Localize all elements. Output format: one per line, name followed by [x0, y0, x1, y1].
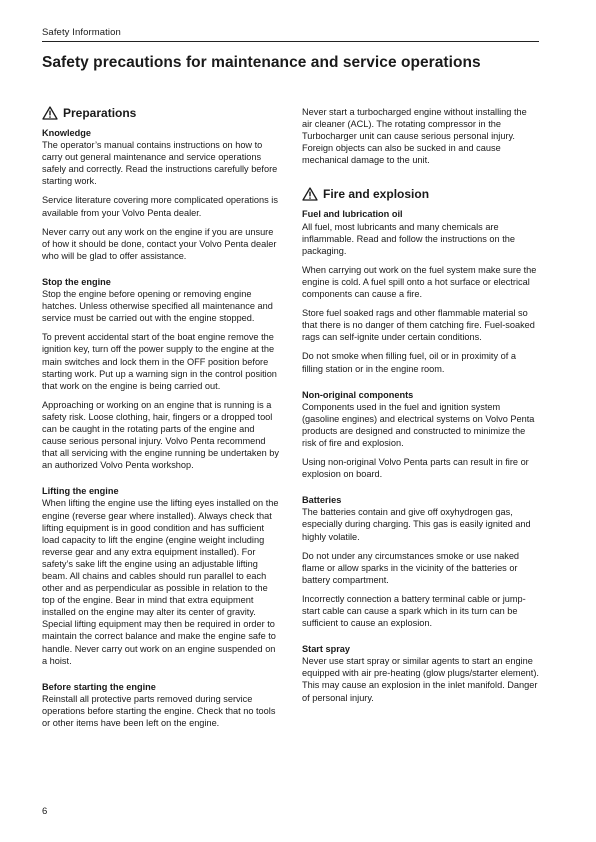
section-name: Safety Information	[42, 27, 121, 38]
page-header	[42, 27, 539, 38]
stop-engine-paragraph-1: Stop the engine before opening or removing engine hatches. Unless otherwise specified all maintenance and service must be carried out with the engine stopped.	[42, 289, 273, 324]
start-spray-paragraph: Never use start spray or similar agents to start an engine equipped with air pre-heating (glow plugs/starter element). This may cause an explosion in the inlet manifold. Danger of personal injury.	[302, 656, 539, 703]
non-original-subheading: Non-original components	[302, 389, 414, 400]
non-original-paragraph-2: Using non-original Volvo Penta parts can result in fire or explosion on board.	[302, 457, 529, 480]
knowledge-subheading: Knowledge	[42, 128, 92, 138]
batteries-paragraph-1: The batteries contain and give off oxyhydrogen gas, especially during charging. This gas is easily ignited and highly volatile.	[302, 507, 531, 542]
lifting-engine-subheading: Lifting the engine	[42, 486, 119, 497]
knowledge-paragraph-3: Never carry out any work on the engine if you are unsure of how it should be done, contact your Volvo Penta dealer who will be glad to offer assistance.	[42, 226, 277, 261]
batteries-paragraph-3: Incorrectly connection a battery terminal cable or jump-start cable can cause a spark which in its turn can be sufficient to cause an explosion.	[302, 593, 526, 629]
fire-explosion-heading	[302, 187, 539, 201]
fuel-oil-paragraph-3: Store fuel soaked rags and other flammable material so that there is no danger of them catching fire. Fuel-soaked rags can self-ignite under certain conditions.	[302, 308, 535, 343]
preparations-heading	[42, 106, 279, 120]
page-title: Safety precautions for maintenance and service operations	[42, 54, 481, 71]
fuel-oil-paragraph-4: Do not smoke when filling fuel, oil or in proximity of a filling station or in the engine room.	[302, 351, 516, 374]
lifting-engine-paragraph: When lifting the engine use the lifting eyes installed on the engine (reverse gear where installed). Always check that lifting equipment is in good condition and has sufficient load capacity to lift the engine (engine weight including reverse gear and any extra equipment installed). For safety’s sake lift the engine using an adjustable lifting beam. All chains and cables should run parallel to each other and as perpendicular as possible in relation to the top of the engine. Bear in mind that extra equipment installed on the engine may alter its center of gravity. Special lifting equipment may then be required in order to maintain the correct balance and make the engine safe to handle. Never carry out work on an engine suspended on a hoist.	[42, 498, 279, 666]
stop-engine-subheading: Stop the engine	[42, 276, 111, 287]
batteries-subheading: Batteries	[302, 495, 342, 506]
turbo-paragraph: Never start a turbocharged engine without installing the air cleaner (ACL). The rotating compressor in the Turbocharger unit can cause serious personal injury. Foreign objects can also be sucked in and cause mechanical damage to the unit.	[302, 107, 527, 166]
header-rule	[42, 41, 539, 42]
knowledge-paragraph-2: Service literature covering more complicated operations is available from your Volvo Penta dealer.	[42, 195, 278, 218]
non-original-paragraph-1: Components used in the fuel and ignition system (gasoline engines) and electrical systems on Volvo Penta products are designed and constructed to minimize the risk of fire and explosion.	[302, 401, 535, 448]
stop-engine-paragraph-3: Approaching or working on an engine that is running is a safety risk. Loose clothing, hair, fingers or a dropped tool can be caught in the rotating parts of the engine and cause serious personal injury. Volvo Penta recommend that all servicing with the engine running be undertaken by an authorized Volvo Penta workshop.	[42, 399, 279, 471]
before-starting-subheading: Before starting the engine	[42, 681, 156, 692]
right-column	[302, 106, 539, 711]
fuel-oil-paragraph-1: All fuel, most lubricants and many chemicals are inflammable. Read and follow the instructions on the packaging.	[302, 221, 515, 256]
warning-triangle-icon	[42, 106, 58, 120]
page-number: 6	[42, 806, 48, 817]
warning-triangle-icon	[302, 187, 318, 201]
stop-engine-paragraph-2: To prevent accidental start of the boat engine remove the ignition key, turn off the power supply to the engine at the main switches and lock them in the OFF position before starting work. Put up a warning sign in the control position that work on the engine is being carried out.	[42, 332, 277, 391]
left-column	[42, 106, 279, 736]
start-spray-subheading: Start spray	[302, 644, 351, 655]
fuel-oil-paragraph-2: When carrying out work on the fuel system make sure the engine is cold. A fuel spill onto a hot surface or electrical components can cause a fire.	[302, 264, 537, 300]
before-starting-paragraph: Reinstall all protective parts removed during service operations before starting the engine. Check that no tools or other items have been left on the engine.	[42, 693, 276, 729]
fire-explosion-heading-text: Fire and explosion	[323, 187, 430, 202]
preparations-heading-text: Preparations	[63, 105, 137, 120]
batteries-paragraph-2: Do not under any circumstances smoke or use naked flame or allow sparks in the vicinity of the batteries or battery compartment.	[302, 550, 520, 585]
fuel-oil-subheading: Fuel and lubrication oil	[302, 209, 403, 220]
knowledge-paragraph-1: The operator’s manual contains instructions on how to carry out general maintenance and service operations safely and correctly. Read the instructions carefully before starting work.	[42, 140, 278, 187]
